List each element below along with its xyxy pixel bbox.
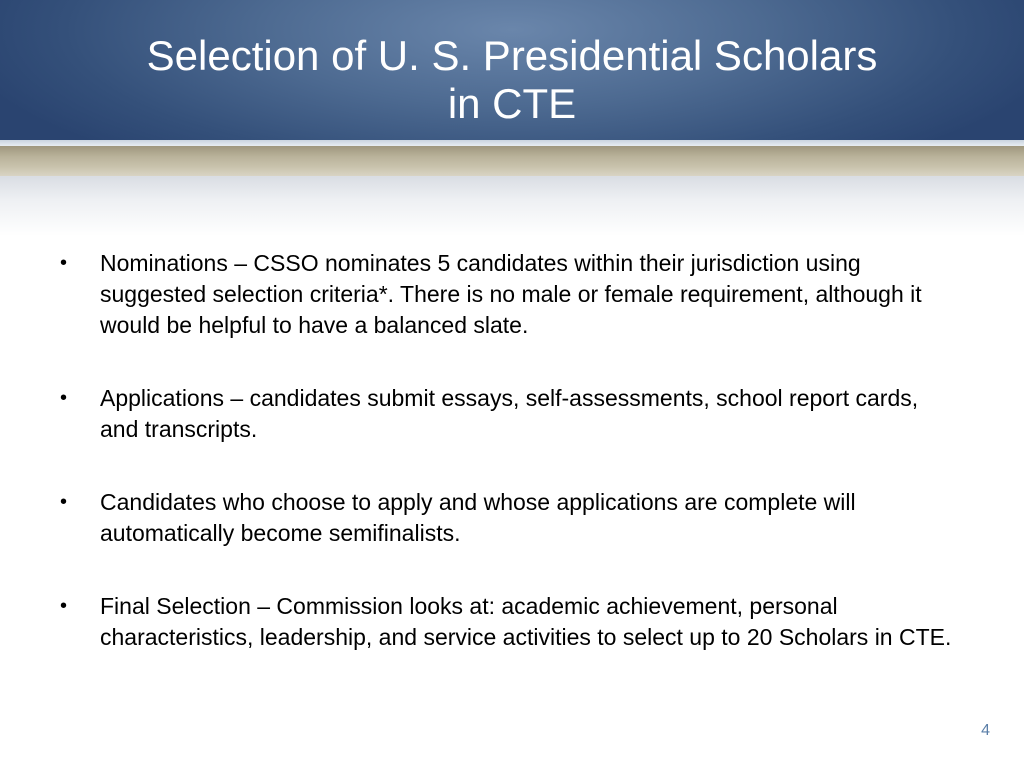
- divider-tan-band: [0, 146, 1024, 176]
- bullet-text: Nominations – CSSO nominates 5 candidates within their jurisdiction using suggested selection criteria*. There is no male or female requirement, although it would be helpful to have a balanced slate.: [100, 250, 922, 338]
- bullet-marker: •: [60, 387, 68, 409]
- slide-title: [40, 32, 984, 128]
- bullet-item-semifinalists: [60, 487, 960, 549]
- divider-fade: [0, 176, 1024, 236]
- bullet-item-applications: [60, 383, 960, 445]
- bullet-text: Final Selection – Commission looks at: academic achievement, personal characteristics, leadership, and service activities to select up to 20 Scholars in CTE.: [100, 593, 952, 650]
- page-number: 4: [981, 722, 990, 739]
- slide-title-line-1: Selection of U. S. Presidential Scholars: [146, 32, 878, 79]
- bullet-list: [60, 248, 960, 695]
- slide-title-line-2: in CTE: [447, 80, 577, 127]
- bullet-text: Applications – candidates submit essays, self-assessments, school report cards, and transcripts.: [100, 385, 919, 442]
- bullet-marker: •: [60, 491, 68, 513]
- bullet-marker: •: [60, 595, 68, 617]
- bullet-text: Candidates who choose to apply and whose applications are complete will automatically become semifinalists.: [100, 489, 856, 546]
- bullet-marker: •: [60, 252, 68, 274]
- bullet-item-final-selection: [60, 591, 960, 653]
- bullet-item-nominations: [60, 248, 960, 341]
